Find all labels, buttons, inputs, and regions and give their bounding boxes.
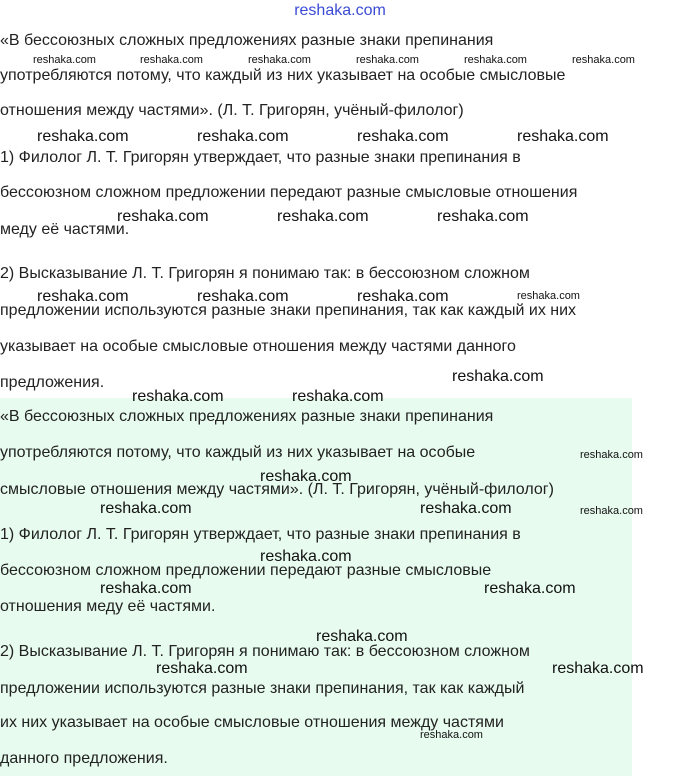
watermark: reshaka.com (100, 500, 192, 517)
watermark: reshaka.com (357, 128, 449, 145)
text-line: бессоюзном сложном предложении передают разные смысловые отношения (0, 184, 578, 201)
text-line: «В бессоюзных сложных предложениях разные знаки препинания (0, 408, 494, 425)
text-line: отношения между частями». (Л. Т. Григорян, учёный-филолог) (0, 102, 464, 119)
watermark: reshaka.com (33, 54, 96, 66)
text-line: их них указывает на особые смысловые отношения между частями (0, 714, 504, 731)
watermark: reshaka.com (420, 729, 483, 741)
watermark: reshaka.com (452, 368, 544, 385)
watermark: reshaka.com (552, 660, 644, 677)
watermark: reshaka.com (117, 208, 209, 225)
watermark: reshaka.com (580, 449, 643, 461)
watermark: reshaka.com (484, 580, 576, 597)
watermark: reshaka.com (140, 54, 203, 66)
watermark: reshaka.com (464, 54, 527, 66)
text-line: 2) Высказывание Л. Т. Григорян я понимаю так: в бессоюзном сложном (0, 265, 530, 282)
text-line: бессоюзном сложном предложении передают разные смысловые (0, 562, 492, 579)
text-line: предложения. (0, 374, 105, 391)
watermark: reshaka.com (517, 128, 609, 145)
site-title[interactable]: reshaka.com (294, 2, 386, 19)
text-line: данного предложения. (0, 750, 168, 767)
text-line: меду её частями. (0, 221, 130, 238)
watermark: reshaka.com (580, 505, 643, 517)
text-line: отношения меду её частями. (0, 598, 216, 615)
watermark: reshaka.com (357, 288, 449, 305)
watermark: reshaka.com (248, 54, 311, 66)
text-line: употребляются потому, что каждый из них указывает на особые (0, 444, 476, 461)
text-line: «В бессоюзных сложных предложениях разные знаки препинания (0, 32, 494, 49)
text-line: 1) Филолог Л. Т. Григорян утверждает, что разные знаки препинания в (0, 526, 521, 543)
watermark: reshaka.com (277, 208, 369, 225)
text-line: 2) Высказывание Л. Т. Григорян я понимаю так: в бессоюзном сложном (0, 643, 530, 660)
watermark: reshaka.com (197, 288, 289, 305)
watermark: reshaka.com (37, 128, 129, 145)
watermark: reshaka.com (132, 388, 224, 405)
watermark: reshaka.com (316, 628, 408, 645)
watermark: reshaka.com (260, 468, 352, 485)
text-line: предложении используются разные знаки препинания, так как каждый их них (0, 302, 577, 319)
watermark: reshaka.com (260, 548, 352, 565)
watermark: reshaka.com (100, 580, 192, 597)
text-line: смысловые отношения между частями». (Л. Т. Григорян, учёный-филолог) (0, 481, 554, 498)
watermark: reshaka.com (572, 54, 635, 66)
watermark: reshaka.com (517, 290, 580, 302)
watermark: reshaka.com (420, 500, 512, 517)
watermark: reshaka.com (292, 388, 384, 405)
text-line: указывает на особые смысловые отношения между частями данного (0, 338, 516, 355)
text-line: предложении используются разные знаки препинания, так как каждый (0, 680, 525, 697)
watermark: reshaka.com (437, 208, 529, 225)
text-line: 1) Филолог Л. Т. Григорян утверждает, что разные знаки препинания в (0, 149, 521, 166)
text-line: употребляются потому, что каждый из них указывает на особые смысловые (0, 67, 566, 84)
watermark: reshaka.com (356, 54, 419, 66)
watermark: reshaka.com (197, 128, 289, 145)
watermark: reshaka.com (37, 288, 129, 305)
watermark: reshaka.com (156, 660, 248, 677)
